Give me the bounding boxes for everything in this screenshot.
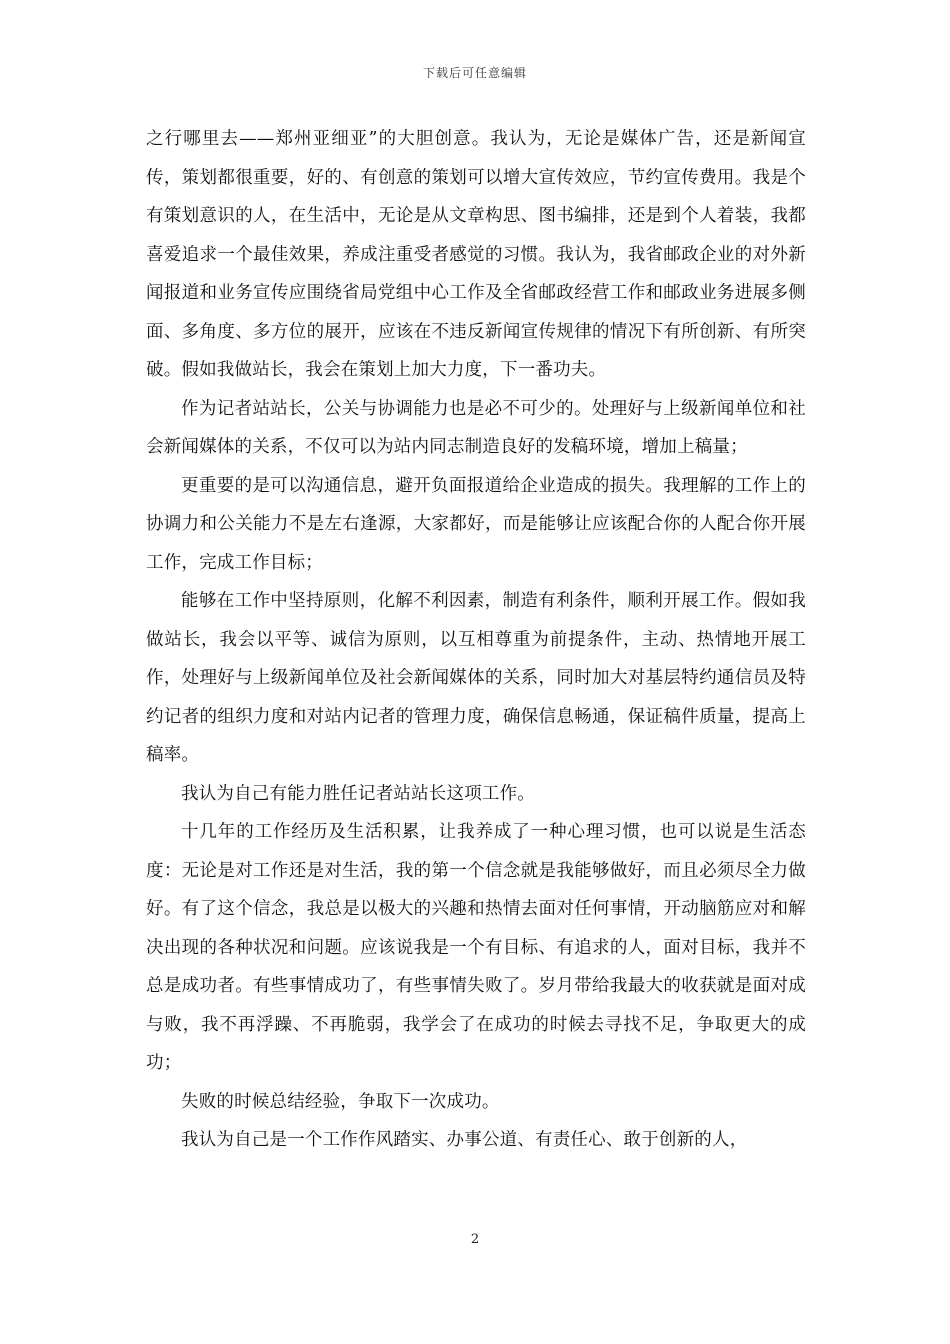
page-number: 2 (470, 1232, 480, 1247)
paragraph: 十几年的工作经历及生活积累，让我养成了一种心理习惯，也可以说是生活态度：无论是对工作还是对生活，我的第一个信念就是我能够做好，而且必须尽全力做好。有了这个信念，我总是以极大的兴趣和热情去面对任何事情，开动脑筋应对和解决出现的各种状况和问题。应该说我是一个有目标、有追求的人，面对目标，我并不总是成功者。有些事情成功了，有些事情失败了。岁月带给我最大的收获就是面对成与败，我不再浮躁、不再脆弱，我学会了在成功的时候去寻找不足，争取更大的成功； (146, 822, 806, 1073)
paragraph: 失败的时候总结经验，争取下一次成功。 (181, 1091, 500, 1112)
paragraph: 作为记者站站长，公关与协调能力也是必不可少的。处理好与上级新闻单位和社会新闻媒体的关系，不仅可以为站内同志制造良好的发稿环境，增加上稿量； (146, 398, 806, 457)
paragraph: 我认为自己是一个工作作风踏实、办事公道、有责任心、敢于创新的人， (181, 1130, 748, 1150)
paragraph: 能够在工作中坚持原则，化解不利因素，制造有利条件，顺利开展工作。假如我做站长，我会以平等、诚信为原则，以互相尊重为前提条件，主动、热情地开展工作，处理好与上级新闻单位及社会新闻媒体的关系，同时加大对基层特约通信员及特约记者的组织力度和对站内记者的管理力度，确保信息畅通，保证稿件质量，提高上稿率。 (146, 591, 806, 765)
paragraph: 我认为自己有能力胜任记者站站长这项工作。 (181, 783, 535, 804)
paragraph: 之行哪里去——郑州亚细亚”的大胆创意。我认为，无论是媒体广告，还是新闻宣传，策划都很重要，好的、有创意的策划可以增大宣传效应，节约宣传费用。我是个有策划意识的人，在生活中，无论是从文章构思、图书编排，还是到个人着装，我都喜爱追求一个最佳效果，养成注重受者感觉的习惯。我认为，我省邮政企业的对外新闻报道和业务宣传应围绕省局党组中心工作及全省邮政经营工作和邮政业务进展多侧面、多角度、多方位的展开，应该在不违反新闻宣传规律的情况下有所创新、有所突破。假如我做站长，我会在策划上加大力度，下一番功夫。 (146, 129, 806, 380)
document-body (146, 120, 806, 1160)
page-header: 下载后可任意编辑 (422, 66, 527, 80)
paragraph: 更重要的是可以沟通信息，避开负面报道给企业造成的损失。我理解的工作上的协调力和公关能力不是左右逢源，大家都好，而是能够让应该配合你的人配合你开展工作，完成工作目标； (146, 475, 806, 573)
